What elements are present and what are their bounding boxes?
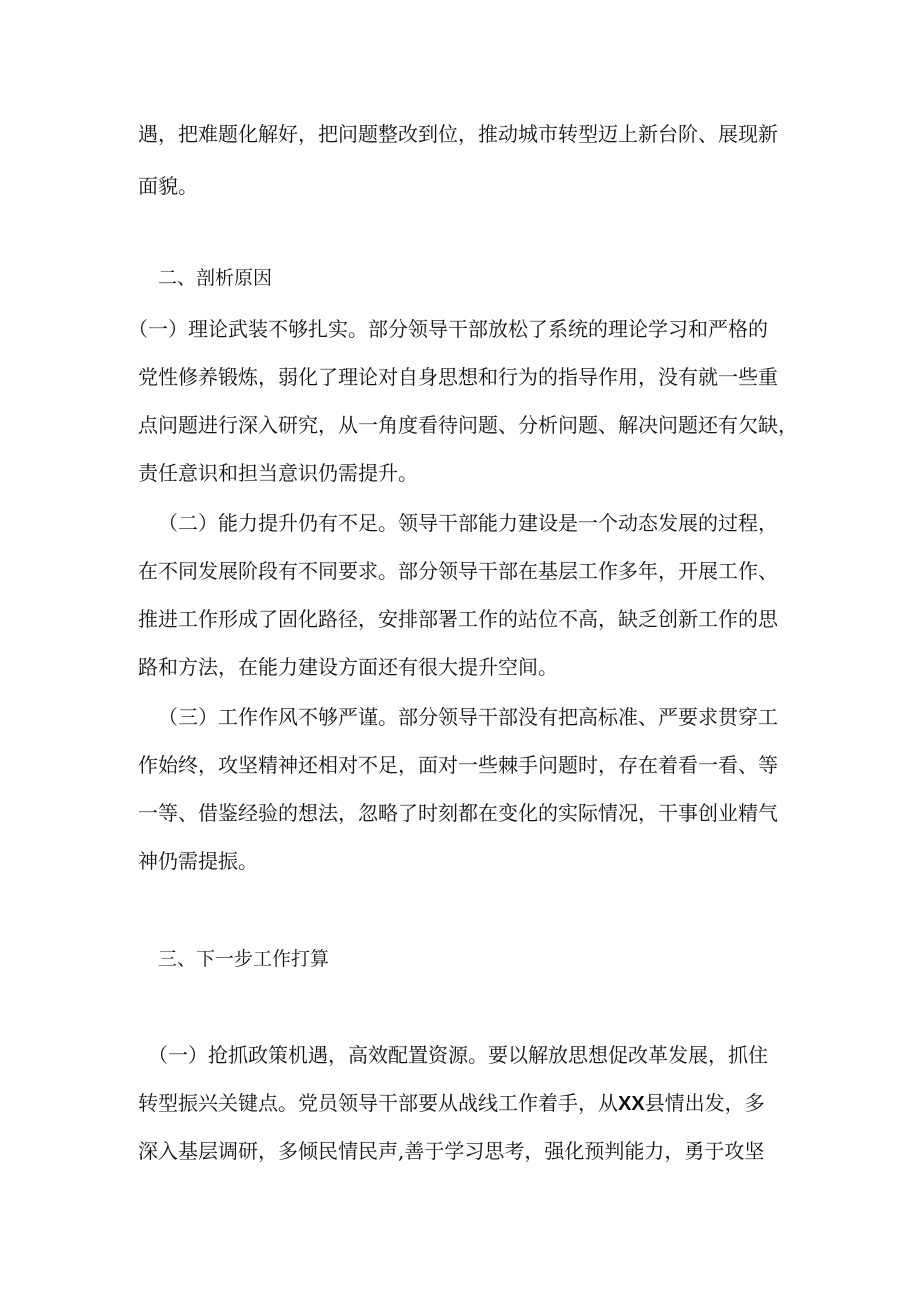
next-steps-para1-line-2-text-b: 县情出发，多 (644, 1091, 765, 1115)
analysis-para2-line-1: （二）能力提升仍有不足。领导干部能力建设是一个动态发展的过程， (158, 511, 778, 535)
next-steps-para1-line-2-text-a: 转型振兴关键点。党员领导干部要从战线工作着手，从 (138, 1091, 618, 1115)
analysis-para1-line-3: 点问题进行深入研究，从一角度看待问题、分析问题、解决问题还有欠缺， (138, 413, 798, 437)
intro-line-1: 遇，把难题化解好，把问题整改到位，推动城市转型迈上新台阶、展现新 (138, 122, 778, 146)
next-steps-para1-line-1: （一）抢抓政策机遇，高效配置资源。要以解放思想促改革发展，抓住 (148, 1043, 768, 1067)
analysis-para1-line-1: （一）理论武装不够扎实。部分领导干部放松了系统的理论学习和严格的 (128, 317, 768, 341)
county-placeholder-xx: XX (618, 1093, 645, 1115)
analysis-para1-line-4: 责任意识和担当意识仍需提升。 (138, 461, 418, 485)
analysis-para3-line-2: 作始终，攻坚精神还相对不足，面对一些棘手问题时，存在着看一看、等 (138, 753, 778, 777)
analysis-para1-line-2: 党性修养锻炼，弱化了理论对自身思想和行为的指导作用，没有就一些重 (138, 365, 778, 389)
analysis-para3-line-4: 神仍需提振。 (138, 849, 258, 873)
intro-line-2: 面貌。 (138, 174, 198, 198)
analysis-para3-line-3: 一等、借鉴经验的想法，忽略了时刻都在变化的实际情况，干事创业精气 (138, 801, 778, 825)
next-steps-para1-line-2 (138, 1090, 765, 1117)
section-heading-analysis: 二、剖析原因 (158, 267, 273, 289)
next-steps-para1-line-3: 深入基层调研，多倾民情民声,善于学习思考，强化预判能力，勇于攻坚 (138, 1139, 765, 1163)
analysis-para2-line-4: 路和方法，在能力建设方面还有很大提升空间。 (138, 655, 558, 679)
analysis-para2-line-3: 推进工作形成了固化路径，安排部署工作的站位不高，缺乏创新工作的思 (138, 607, 778, 631)
analysis-para2-line-2: 在不同发展阶段有不同要求。部分领导干部在基层工作多年，开展工作、 (138, 559, 778, 583)
section-heading-next-steps: 三、下一步工作打算 (158, 948, 330, 970)
analysis-para3-line-1: （三）工作作风不够严谨。部分领导干部没有把高标准、严要求贯穿工 (158, 705, 778, 729)
